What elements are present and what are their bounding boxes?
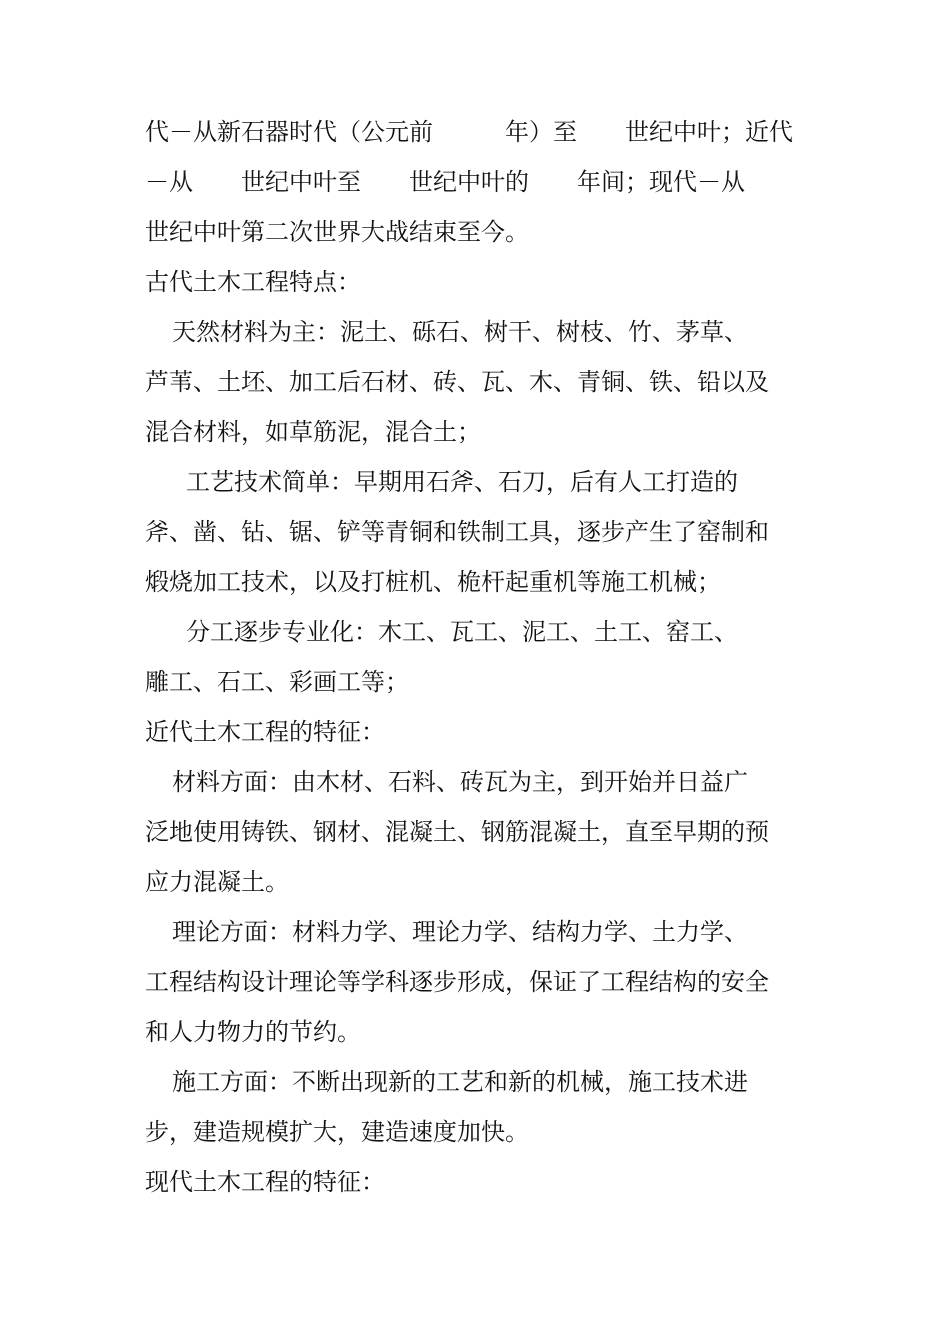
text-line: 泛地使用铸铁、钢材、混凝土、钢筋混凝土，直至早期的预 — [145, 818, 769, 846]
text-line: 混合材料，如草筋泥，混合土； — [145, 418, 481, 446]
section-heading: 近代土木工程的特征： — [145, 718, 385, 746]
section-heading: 古代土木工程特点： — [145, 268, 361, 296]
section-heading: 现代土木工程的特征： — [145, 1168, 385, 1196]
text-line: 材料方面：由木材、石料、砖瓦为主，到开始并日益广 — [148, 768, 748, 796]
text-line: 理论方面：材料力学、理论力学、结构力学、土力学、 — [148, 918, 748, 946]
text-line: 雕工、石工、彩画工等； — [145, 668, 409, 696]
text-line: －从 世纪中叶至 世纪中叶的 年间；现代－从 — [145, 168, 745, 196]
text-line: 代－从新石器时代（公元前 年）至 世纪中叶；近代 — [145, 118, 793, 146]
text-line: 和人力物力的节约。 — [145, 1018, 361, 1046]
text-line: 天然材料为主：泥土、砾石、树干、树枝、竹、茅草、 — [148, 318, 748, 346]
text-line: 步，建造规模扩大，建造速度加快。 — [145, 1118, 529, 1146]
text-line: 芦苇、土坯、加工后石材、砖、瓦、木、青铜、铁、铅以及 — [145, 368, 769, 396]
text-line: 分工逐步专业化：木工、瓦工、泥工、土工、窑工、 — [138, 618, 738, 646]
text-line: 世纪中叶第二次世界大战结束至今。 — [145, 218, 529, 246]
text-line: 斧、凿、钻、锯、铲等青铜和铁制工具，逐步产生了窑制和 — [145, 518, 769, 546]
text-line: 工艺技术简单：早期用石斧、石刀，后有人工打造的 — [138, 468, 738, 496]
text-line: 煅烧加工技术，以及打桩机、桅杆起重机等施工机械； — [145, 568, 721, 596]
text-line: 工程结构设计理论等学科逐步形成，保证了工程结构的安全 — [145, 968, 769, 996]
text-line: 应力混凝土。 — [145, 868, 289, 896]
text-line: 施工方面：不断出现新的工艺和新的机械，施工技术进 — [148, 1068, 748, 1096]
